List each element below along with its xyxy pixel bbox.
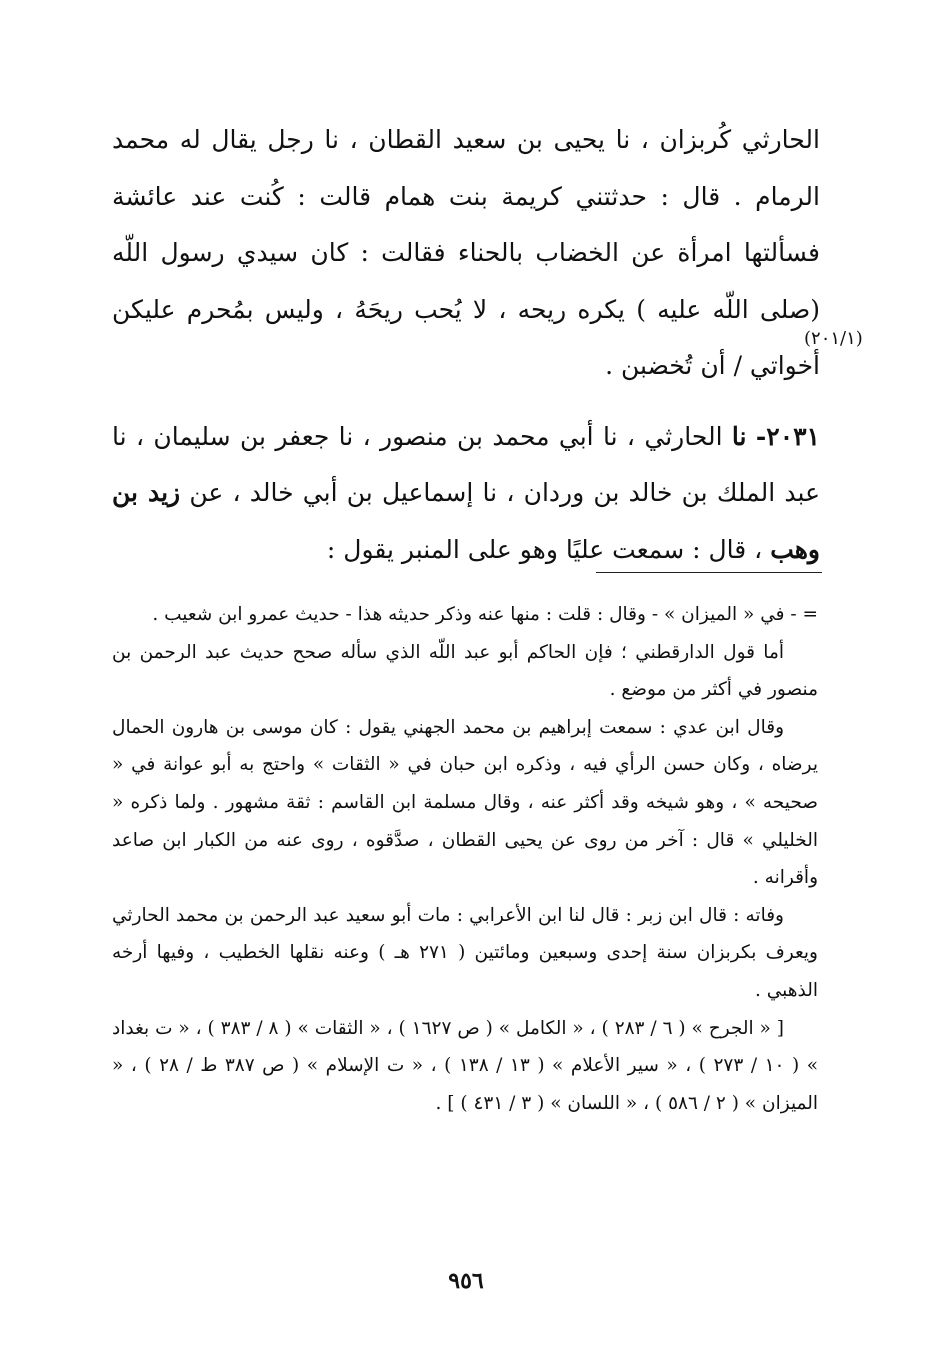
- hadith-2030-continuation: الحارثي كُربزان ، نا يحيى بن سعيد القطان ، نا رجل يقال له محمد الرمام . قال : حدثتني كريمة بنت همام قالت : كُنت عند عائشة فسألتها امرأة عن الخضاب بالحناء فقالت : كان سيدي رسول اللّه (صلى اللّه عليه ) يكره ريحه ، لا يُحب ريحَهُ ، وليس بمُحرم عليكن أخواتي / أن تُخضبن .: [112, 125, 820, 380]
- main-text: [112, 112, 820, 578]
- footnote-continuation: = - في « الميزان » - وقال : قلت : منها عنه وذكر حديثه هذا - حديث عمرو ابن شعيب .: [152, 604, 818, 625]
- hadith-2031: [112, 409, 820, 579]
- footnote-paragraph: وفاته : قال ابن زبر : قال لنا ابن الأعرابي : مات أبو سعيد عبد الرحمن بن محمد الحارثي ويعرف بكربزان سنة إحدى وسبعين ومائتين ( ٢٧١ هـ ) وعنه نقلها الخطيب ، وفيها أرخه الذهبي .: [112, 904, 818, 1001]
- footnote-paragraph: أما قول الدارقطني ؛ فإن الحاكم أبو عبد اللّه الذي سأله صحح حديث عبد الرحمن بن منصور في أكثر من موضع .: [112, 641, 818, 701]
- hadith-text-a: الحارثي ، نا أبي محمد بن منصور ، نا جعفر بن سليمان ، نا عبد الملك بن خالد بن وردان ، نا إسماعيل بن أبي خالد ، عن: [112, 421, 820, 507]
- footnotes: [112, 596, 818, 1122]
- footnote-separator: [596, 572, 822, 573]
- hadith-lead: نا: [731, 421, 747, 451]
- narrator-name: زيد بن وهب: [112, 478, 820, 564]
- page-number: ٩٥٦: [448, 1268, 484, 1294]
- footnote-paragraph: وقال ابن عدي : سمعت إبراهيم بن محمد الجهني يقول : كان موسى بن هارون الحمال يرضاه ، وكان حسن الرأي فيه ، وذكره ابن حبان في « الثقات » واحتج به أبو عوانة في « صحيحه » ، وهو شيخه وقد أكثر عنه ، وقال مسلمة ابن القاسم : ثقة مشهور . ولما ذكره « الخليلي » قال : آخر من روى عن يحيى القطان ، صدَّقوه ، روى عنه من الكبار ابن صاعد وأقرانه .: [112, 716, 818, 889]
- footnote-references: [ « الجرح » ( ٦ / ٢٨٣ ) ، « الكامل » ( ص ١٦٢٧ ) ، « الثقات » ( ٨ / ٣٨٣ ) ، « ت بغداد » ( ١٠ / ٢٧٣ ) ، « سير الأعلام » ( ١٣ / ١٣٨ ) ، « ت الإسلام » ( ص ٣٨٧ ط / ٢٨ ) ، « الميزان » ( ٢ / ٥٨٦ ) ، « اللسان » ( ٣ / ٤٣١ ) ] .: [112, 1017, 819, 1114]
- hadith-text-b: ، قال : سمعت عليًا وهو على المنبر يقول :: [326, 534, 763, 564]
- hadith-number: ٢٠٣١-: [755, 421, 820, 451]
- manuscript-page-reference: (٢٠١/١): [804, 328, 863, 349]
